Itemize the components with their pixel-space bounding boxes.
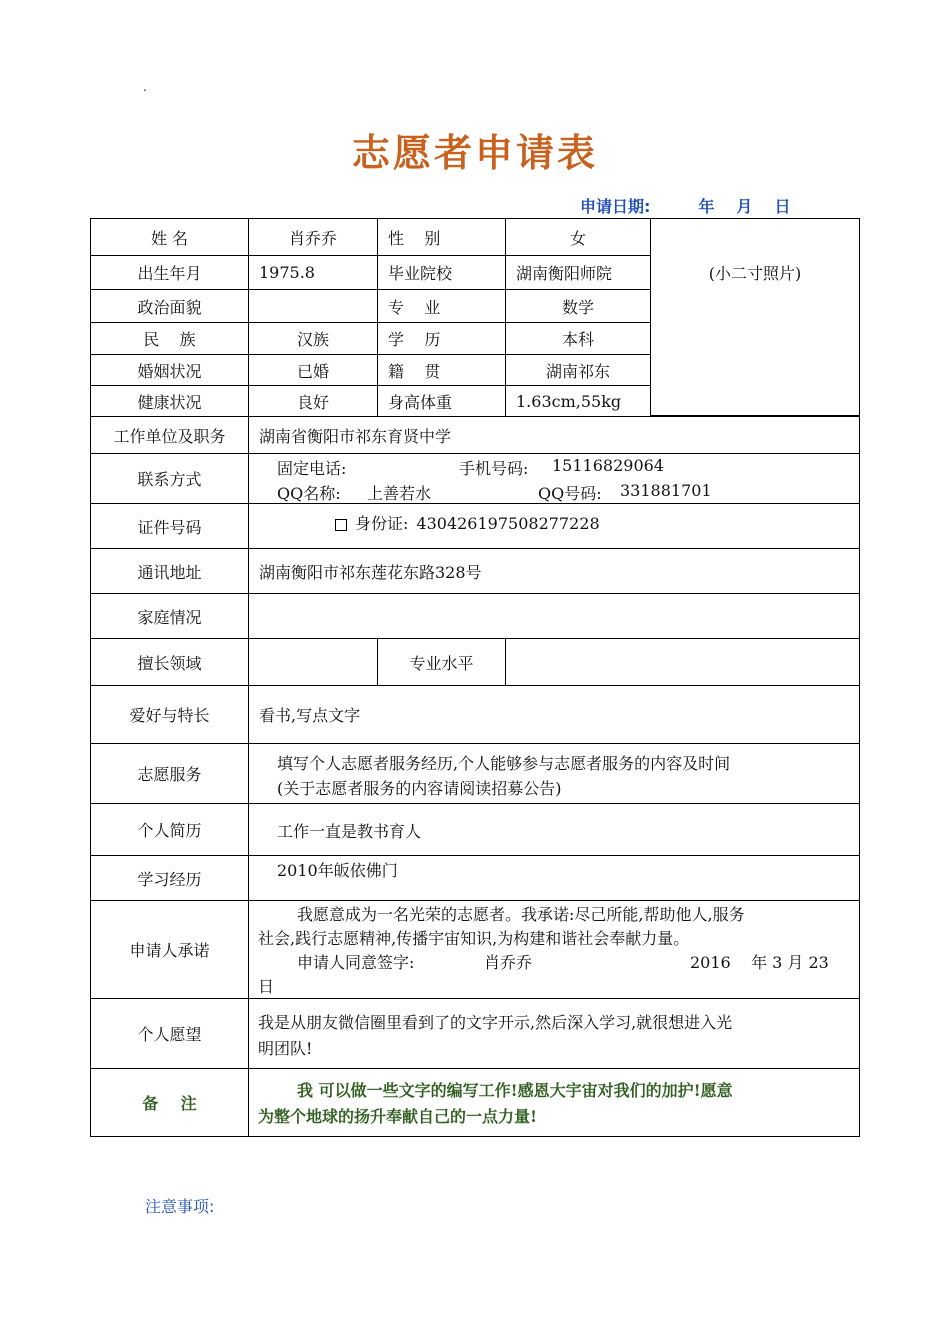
remark-line2: 为整个地球的扬升奉献自己的一点力量!: [258, 1107, 538, 1126]
native-label: 籍 贯: [377, 354, 506, 386]
study-label: 学习经历: [90, 855, 249, 901]
native-value[interactable]: 湖南祁东: [505, 354, 651, 386]
skill-label: 擅长领域: [90, 638, 249, 686]
birth-label: 出生年月: [90, 255, 249, 290]
sign-name[interactable]: 肖乔乔: [484, 953, 533, 972]
date-label: 申请日期:: [580, 197, 651, 216]
id-type: 身份证:: [355, 514, 409, 533]
school-value[interactable]: 湖南衡阳师院: [505, 255, 651, 290]
hobby-value[interactable]: 看书,写点文字: [248, 685, 860, 744]
level-value[interactable]: [505, 638, 860, 686]
wish-line2: 明团队!: [258, 1039, 313, 1058]
remark-label: 备 注: [90, 1068, 249, 1137]
id-value[interactable]: 430426197508277228: [416, 514, 600, 533]
political-value[interactable]: [248, 289, 378, 323]
qqnum-label: QQ号码:: [538, 484, 602, 503]
wish-line1: 我是从朋友微信圈里看到了的文字开示,然后深入学习,就很想进入光: [258, 1013, 733, 1032]
mobile-value[interactable]: 15116829064: [552, 456, 664, 475]
school-label: 毕业院校: [377, 255, 506, 290]
contact-label: 联系方式: [90, 453, 249, 504]
health-label: 健康状况: [90, 385, 249, 417]
phone-label: 固定电话:: [277, 459, 347, 478]
id-label: 证件号码: [90, 503, 249, 549]
id-line: [335, 511, 600, 534]
level-label: 专业水平: [377, 638, 506, 686]
date-year: 年: [698, 197, 715, 216]
gender-value[interactable]: 女: [505, 218, 651, 256]
page-dot: .: [143, 80, 147, 94]
page-title: 志愿者申请表: [351, 131, 598, 175]
mobile-label: 手机号码:: [459, 459, 529, 478]
health-value[interactable]: 良好: [248, 385, 378, 417]
marital-label: 婚姻状况: [90, 354, 249, 386]
family-label: 家庭情况: [90, 593, 249, 639]
qqname-value[interactable]: 上善若水: [367, 484, 432, 503]
address-value[interactable]: 湖南衡阳市祁东莲花东路328号: [248, 548, 860, 594]
major-label: 专 业: [377, 289, 506, 323]
ethnic-value[interactable]: 汉族: [248, 322, 378, 355]
photo-box[interactable]: [650, 218, 860, 416]
service-line1: 填写个人志愿者服务经历,个人能够参与志愿者服务的内容及时间: [277, 754, 731, 773]
hobby-label: 爱好与特长: [90, 685, 249, 744]
address-label: 通讯地址: [90, 548, 249, 594]
resume-value: 工作一直是教书育人: [277, 822, 422, 841]
remark-line1: 我 可以做一些文字的编写工作!感恩大宇宙对我们的加护!愿意: [297, 1081, 733, 1100]
qqnum-value[interactable]: 331881701: [620, 481, 712, 500]
political-label: 政治面貌: [90, 289, 249, 323]
resume-label: 个人简历: [90, 803, 249, 856]
pledge-line2: 社会,践行志愿精神,传播宇宙知识,为构建和谐社会奉献力量。: [258, 929, 690, 948]
application-date: [580, 194, 812, 217]
pledge-label: 申请人承诺: [90, 900, 249, 999]
sign-day: 日: [258, 977, 275, 996]
wish-box[interactable]: [248, 998, 860, 1069]
name-label: 姓 名: [90, 218, 249, 256]
work-value[interactable]: 湖南省衡阳市祁东育贤中学: [248, 416, 860, 454]
work-label: 工作单位及职务: [90, 416, 249, 454]
body-label: 身高体重: [377, 385, 506, 417]
notes-label: 注意事项:: [145, 1197, 215, 1216]
ethnic-label: 民 族: [90, 322, 249, 355]
service-label: 志愿服务: [90, 743, 249, 804]
sign-date[interactable]: 2016 年 3 月 23: [690, 953, 829, 972]
pledge-line1: 我愿意成为一名光荣的志愿者。我承诺:尽己所能,帮助他人,服务: [297, 905, 745, 924]
study-value: 2010年皈依佛门: [277, 861, 398, 880]
major-value[interactable]: 数学: [505, 289, 651, 323]
gender-label: 性 别: [377, 218, 506, 256]
birth-value[interactable]: 1975.8: [248, 255, 378, 290]
edu-label: 学 历: [377, 322, 506, 355]
sign-label: 申请人同意签字:: [297, 953, 415, 972]
wish-label: 个人愿望: [90, 998, 249, 1069]
id-checkbox[interactable]: [335, 519, 347, 531]
photo-label: (小二寸照片): [708, 263, 802, 283]
date-month: 月: [736, 197, 753, 216]
qqname-label: QQ名称:: [277, 484, 341, 503]
family-value[interactable]: [248, 593, 860, 639]
body-value[interactable]: 1.63cm,55kg: [505, 385, 651, 417]
service-line2: (关于志愿者服务的内容请阅读招募公告): [277, 779, 562, 798]
edu-value[interactable]: 本科: [505, 322, 651, 355]
name-value[interactable]: 肖乔乔: [248, 218, 378, 256]
date-day: 日: [774, 197, 791, 216]
marital-value[interactable]: 已婚: [248, 354, 378, 386]
skill-value[interactable]: [248, 638, 378, 686]
